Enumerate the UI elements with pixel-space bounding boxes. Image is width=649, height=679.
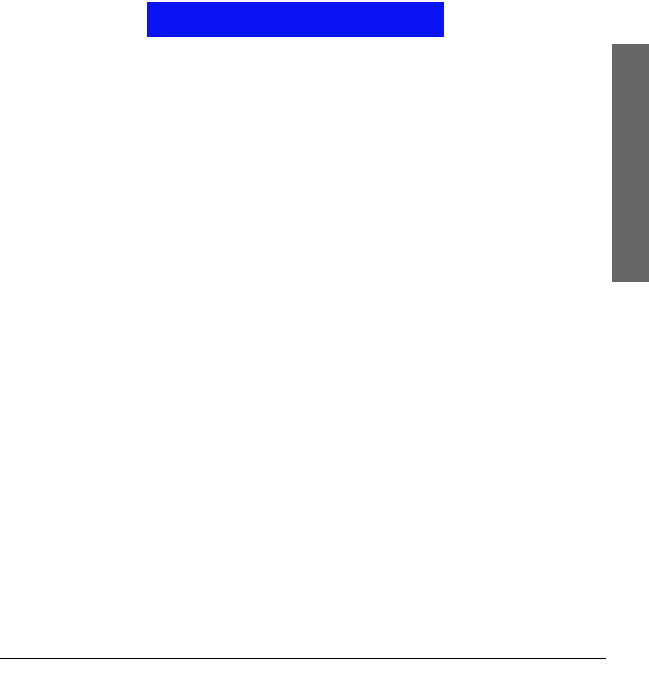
footer-divider (0, 658, 606, 659)
section-side-tab (612, 44, 649, 282)
main-menu-banner (147, 2, 444, 37)
